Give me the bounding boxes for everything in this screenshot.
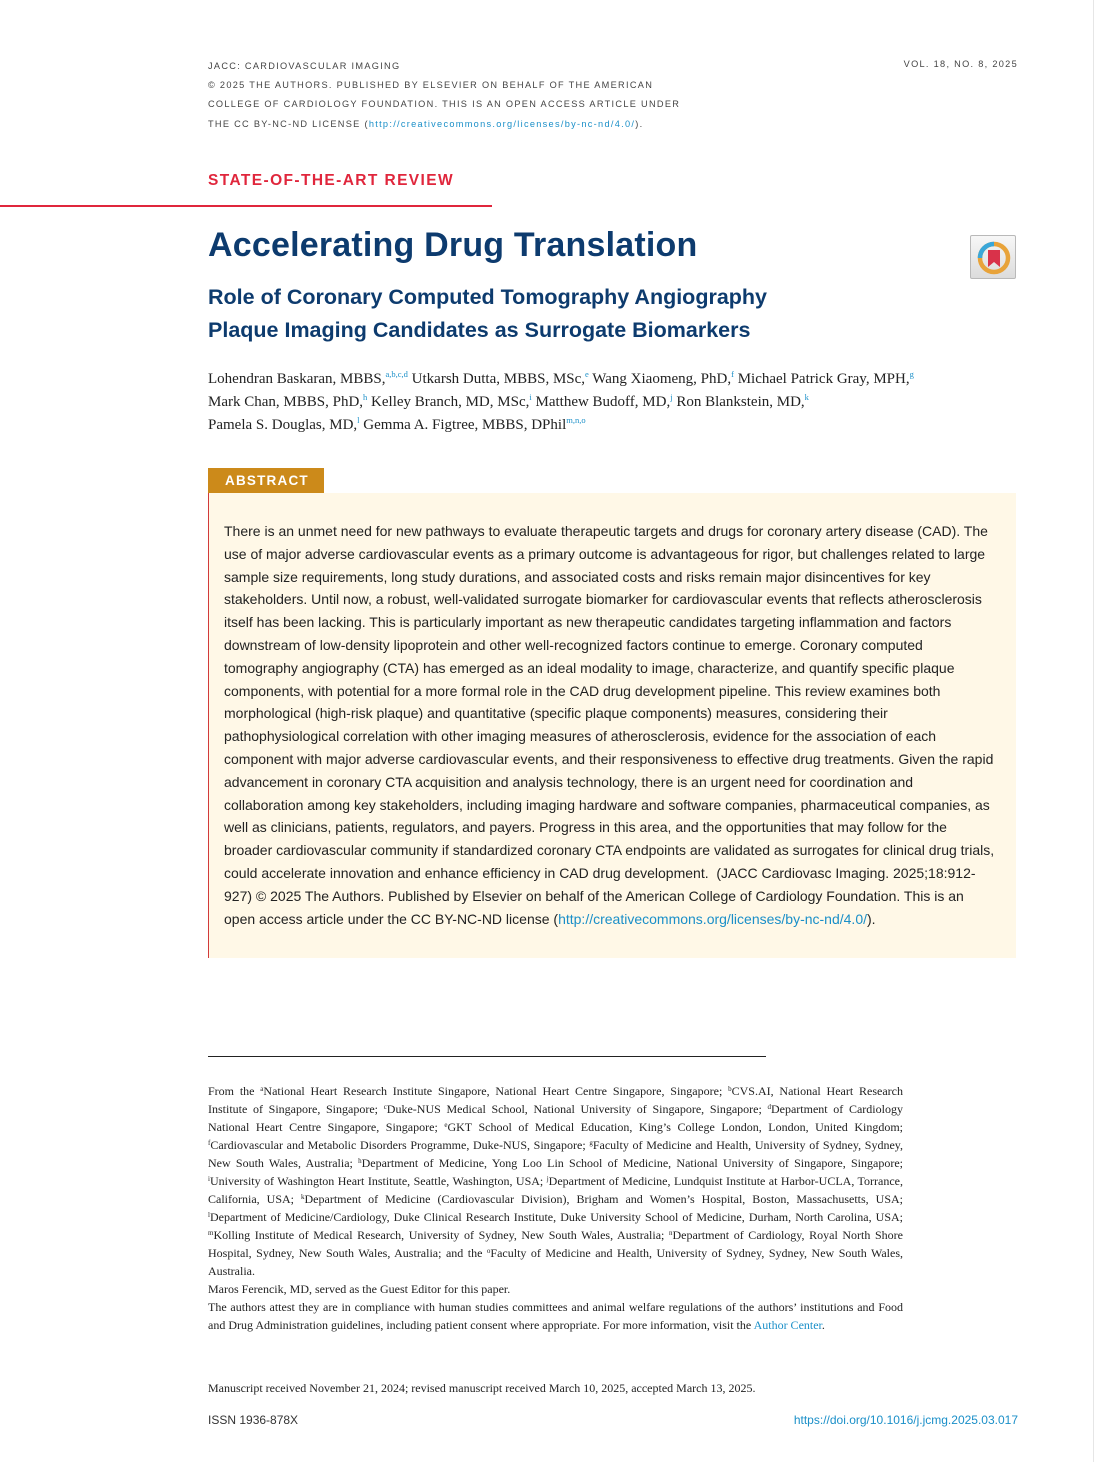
affiliation-text: Department of Cardiology, Royal North Shore Hospital, Sydney, New South Wales, Australia; and the xyxy=(208,1228,903,1260)
affiliation-letter: m xyxy=(208,1229,214,1237)
section-label: STATE-OF-THE-ART REVIEW xyxy=(208,172,455,189)
affiliation-letter: n xyxy=(668,1229,673,1237)
footnotes xyxy=(208,1082,903,1334)
affiliation-marker[interactable]: m,n,o xyxy=(566,415,586,425)
journal-header xyxy=(208,57,680,134)
affiliation-item xyxy=(358,1156,903,1170)
author[interactable]: Pamela S. Douglas, MD,$^l$ xyxy=(208,415,360,433)
affiliation-text: Department of Medicine, Yong Loo Lin School of Medicine, National University of Singapore, Singapore; xyxy=(361,1156,903,1170)
copyright-line-3 xyxy=(208,115,680,134)
affiliation-marker[interactable]: f xyxy=(731,369,734,379)
affiliation-letter: h xyxy=(358,1157,362,1165)
affiliation-text: University of Washington Heart Institute, Seattle, Washington, USA; xyxy=(209,1174,547,1188)
affiliation-text: Department of Medicine (Cardiovascular Division), Brigham and Women’s Hospital, Boston, Massachusetts, USA; xyxy=(304,1192,903,1206)
article-subtitle xyxy=(208,281,767,346)
affiliation-letter: c xyxy=(383,1103,387,1111)
author-list xyxy=(208,368,1038,437)
affiliation-text: Department of Medicine/Cardiology, Duke Clinical Research Institute, Duke University School of Medicine, Durham, North Carolina, USA; xyxy=(209,1210,903,1224)
manuscript-dates: Manuscript received November 21, 2024; revised manuscript received March 10, 2025, accepted March 13, 2025. xyxy=(208,1381,756,1395)
copyright-line-2: COLLEGE OF CARDIOLOGY FOUNDATION. THIS IS AN OPEN ACCESS ARTICLE UNDER xyxy=(208,99,681,110)
copyright-line-3-prefix: THE CC BY-NC-ND LICENSE ( xyxy=(208,118,369,129)
affiliations xyxy=(208,1082,903,1280)
article-title: Accelerating Drug Translation xyxy=(208,226,698,264)
license-link[interactable]: http://creativecommons.org/licenses/by-nc-nd/4.0/ xyxy=(368,118,636,129)
affiliation-item xyxy=(208,1210,903,1224)
affiliation-letter: b xyxy=(728,1085,732,1093)
affiliation-marker[interactable]: i xyxy=(529,392,532,402)
affiliation-text: Duke-NUS Medical School, National University of Singapore, Singapore; xyxy=(386,1102,768,1116)
affiliation-item xyxy=(208,1228,669,1242)
affiliation-item xyxy=(208,1138,589,1152)
author[interactable]: Lohendran Baskaran, MBBS,$^{a,b,c,d}$ xyxy=(208,369,408,387)
subtitle-line-2: Plaque Imaging Candidates as Surrogate Biomarkers xyxy=(208,317,751,342)
affiliation-letter: k xyxy=(301,1193,305,1201)
author[interactable]: Michael Patrick Gray, MPH,$^g$ xyxy=(737,369,914,387)
abstract-license-link[interactable]: http://creativecommons.org/licenses/by-nc-nd/4.0/ xyxy=(558,910,867,927)
crossmark-button[interactable] xyxy=(970,235,1016,279)
affiliation-marker[interactable]: j xyxy=(670,392,673,402)
copyright-line-1: © 2025 THE AUTHORS. PUBLISHED BY ELSEVIER ON BEHALF OF THE AMERICAN xyxy=(208,80,654,91)
footnote-rule xyxy=(208,1056,766,1057)
volume-info: VOL. 18, NO. 8, 2025 xyxy=(903,59,1018,69)
affiliation-item xyxy=(301,1192,903,1206)
compliance-note xyxy=(208,1298,903,1334)
author-line-1 xyxy=(208,368,1038,391)
author[interactable]: Kelley Branch, MD, MSc,$^i$ xyxy=(371,392,532,410)
crossmark-icon xyxy=(977,241,1011,275)
author-line-2 xyxy=(208,391,1038,414)
author[interactable]: Utkarsh Dutta, MBBS, MSc,$^e$ xyxy=(411,369,589,387)
compliance-text: The authors attest they are in compliance with human studies committees and animal welfare regulations of the authors’ institutions and Food and Drug Administration guidelines, including patient consent where appropriate. For more information, visit the xyxy=(208,1300,903,1332)
affiliation-list xyxy=(208,1084,903,1278)
affiliation-text: Faculty of Medicine and Health, University of Sydney, Sydney, New South Wales, Australia. xyxy=(208,1246,904,1278)
affiliation-text: Department of Cardiology National Heart Centre Singapore, Singapore; xyxy=(208,1102,903,1134)
affiliation-marker[interactable]: a,b,c,d xyxy=(385,369,408,379)
affiliation-text: CVS.AI, National Heart Research Institute of Singapore, Singapore; xyxy=(208,1084,903,1116)
author[interactable]: Mark Chan, MBBS, PhD,$^h$ xyxy=(208,392,368,410)
affiliation-item xyxy=(384,1102,768,1116)
doi-link[interactable]: https://doi.org/10.1016/j.jcmg.2025.03.017 xyxy=(793,1413,1018,1427)
abstract-label: ABSTRACT xyxy=(208,468,324,493)
affiliation-marker[interactable]: l xyxy=(357,415,360,425)
affiliation-letter: d xyxy=(767,1103,771,1111)
affiliation-letter: l xyxy=(208,1211,210,1219)
author-line-3 xyxy=(208,414,1038,437)
issn: ISSN 1936-878X xyxy=(208,1413,299,1427)
affiliation-letter: g xyxy=(589,1139,593,1147)
section-rule xyxy=(0,205,492,207)
affiliation-text: GKT School of Medical Education, King’s College London, London, United Kingdom; xyxy=(447,1120,903,1134)
author[interactable]: Gemma A. Figtree, MBBS, DPhil$^{m,n,o}$ xyxy=(363,415,586,433)
affiliation-item xyxy=(260,1084,728,1098)
subtitle-line-1: Role of Coronary Computed Tomography Angiography xyxy=(208,285,767,309)
affiliation-item xyxy=(444,1120,903,1134)
affiliation-text: National Heart Research Institute Singapore, National Heart Centre Singapore, Singapore; xyxy=(263,1084,729,1098)
affiliation-marker[interactable]: g xyxy=(909,369,914,379)
author-center-link[interactable]: Author Center xyxy=(753,1318,822,1332)
abstract-citation-end: ). xyxy=(867,910,876,927)
abstract-body: There is an unmet need for new pathways to evaluate therapeutic targets and drugs for coronary artery disease (CAD). The use of major adverse cardiovascular events as a primary outcome is advantageous for rigor, but challenges related to large sample size requirements, long study durations, and associated costs and risks remain major disincentives for key stakeholders. Until now, a robust, well-validated surrogate biomarker for cardiovascular events that reflects atherosclerosis itself has been lacking. This is particularly important as new therapeutic candidates targeting inflammation and factors downstream of low-density lipoprotein and other well-recognized factors continue to emerge. Coronary computed tomography angiography (CTA) has emerged as an ideal modality to image, characterize, and quantify specific plaque components, with potential for a more formal role in the CAD drug development pipeline. This review examines both morphological (high-risk plaque) and quantitative (specific plaque components) measures, considering their pathophysiological correlation with other imaging measures of atherosclerosis, evidence for the association of each component with major adverse cardiovascular events, and their responsiveness to effective drug treatments. Given the rapid advancement in coronary CTA acquisition and analysis technology, there is an urgent need for coordination and collaboration among key stakeholders, including imaging hardware and software companies, pharmaceutical companies, as well as clinicians, patients, regulators, and payers. Progress in this area, and the opportunities that may follow for the broader cardiovascular community if standardized coronary CTA endpoints are validated as surrogates for clinical drug trials, could accelerate innovation and enhance efficiency in CAD drug development. xyxy=(224,523,995,881)
affiliation-letter: o xyxy=(486,1247,491,1255)
affiliation-letter: j xyxy=(546,1175,549,1183)
affiliation-letter: f xyxy=(208,1139,211,1147)
author[interactable]: Wang Xiaomeng, PhD,$^f$ xyxy=(592,369,734,387)
abstract-text xyxy=(224,520,996,930)
affiliation-item xyxy=(208,1174,547,1188)
abstract-citation: (JACC Cardiovasc Imaging. 2025;18:912-927) © 2025 The Authors. Published by Elsevier on behalf of the American College of Cardiology Foundation. This is an open access article under the CC BY-NC-ND license ( xyxy=(224,864,976,927)
affiliation-marker[interactable]: k xyxy=(804,392,809,402)
affiliation-text: Kolling Institute of Medical Research, University of Sydney, New South Wales, Australia; xyxy=(213,1228,669,1242)
affiliation-marker[interactable]: e xyxy=(585,369,589,379)
author[interactable]: Matthew Budoff, MD,$^j$ xyxy=(535,392,673,410)
affiliation-letter: i xyxy=(208,1175,210,1183)
affiliation-marker[interactable]: h xyxy=(363,392,368,402)
affiliation-text: Department of Medicine, Lundquist Institute at Harbor-UCLA, Torrance, California, USA; xyxy=(208,1174,903,1206)
journal-name: JACC: CARDIOVASCULAR IMAGING xyxy=(208,61,401,71)
compliance-end: . xyxy=(821,1318,825,1332)
copyright-line-3-suffix: ). xyxy=(635,118,644,129)
author[interactable]: Ron Blankstein, MD,$^k$ xyxy=(676,392,809,410)
affiliation-text: Cardiovascular and Metabolic Disorders Programme, Duke-NUS, Singapore; xyxy=(210,1138,590,1152)
affiliation-letter: a xyxy=(260,1085,264,1093)
affiliation-letter: e xyxy=(444,1121,448,1129)
guest-editor-note: Maros Ferencik, MD, served as the Guest Editor for this paper. xyxy=(208,1282,511,1296)
affiliation-text: Faculty of Medicine and Health, University of Sydney, Sydney, New South Wales, Australia; xyxy=(208,1138,903,1170)
affiliations-prefix: From the xyxy=(208,1084,261,1098)
